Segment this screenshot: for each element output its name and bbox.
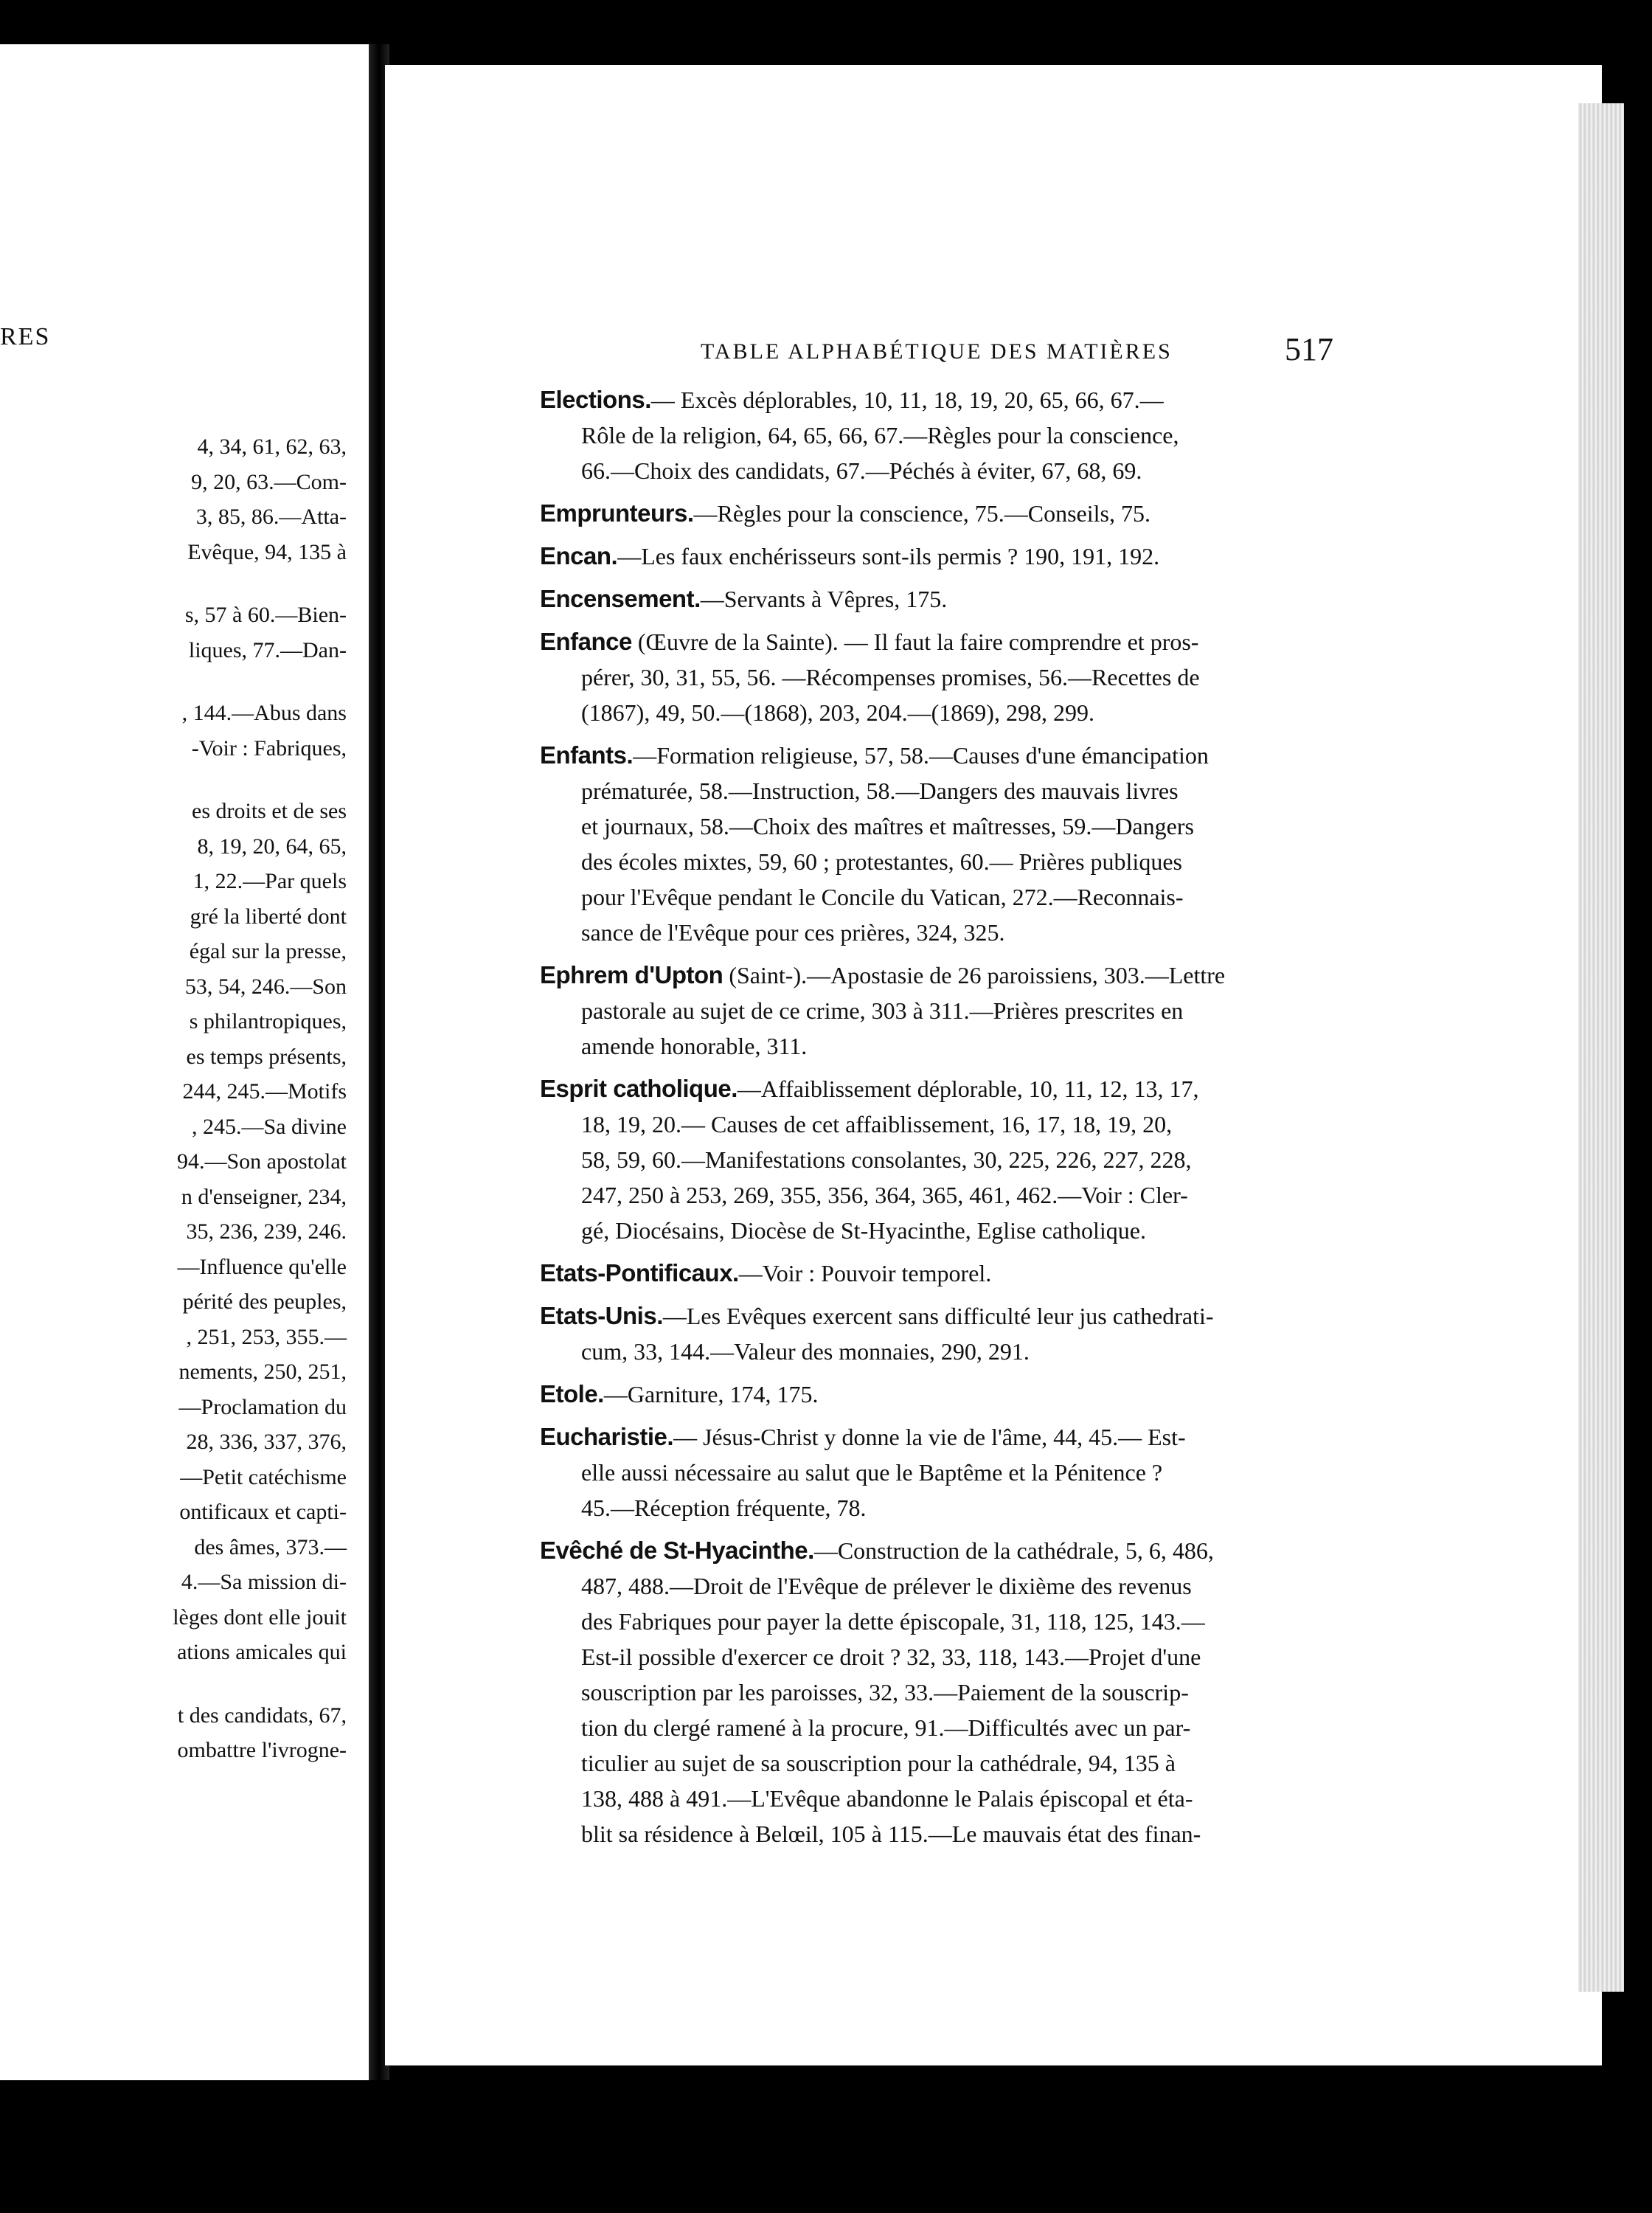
index-entry xyxy=(540,581,1336,617)
left-text-line: nements, 250, 251, xyxy=(178,1360,347,1384)
entry-first-line xyxy=(540,624,1336,659)
left-text-line: lèges dont elle jouit xyxy=(173,1604,347,1630)
entry-text: — Jésus-Christ y donne la vie de l'âme, 44, 45.— Est- xyxy=(673,1424,1186,1450)
left-text-line: 4, 34, 61, 62, 63, xyxy=(197,434,347,459)
left-text-line: 1, 22.—Par quels xyxy=(192,869,347,893)
index-term: Elections. xyxy=(540,386,651,413)
entry-first-line xyxy=(540,1071,1336,1106)
left-text-line: -Voir : Fabriques, xyxy=(191,735,347,761)
index-entry xyxy=(540,1071,1336,1248)
entry-text: pastorale au sujet de ce crime, 303 à 311.—Prières prescrites en xyxy=(581,997,1184,1024)
entry-first-line xyxy=(540,581,1336,617)
left-text-line: 53, 54, 246.—Son xyxy=(184,974,347,999)
left-text-line: es droits et de ses xyxy=(192,799,347,823)
left-text-line: 8, 19, 20, 64, 65, xyxy=(197,834,347,859)
entry-text: et journaux, 58.—Choix des maîtres et maîtresses, 59.—Dangers xyxy=(581,813,1194,839)
entry-text: —Voir : Pouvoir temporel. xyxy=(738,1260,992,1286)
index-term: Etats-Unis. xyxy=(540,1302,663,1329)
index-term: Encan. xyxy=(540,542,618,569)
entry-continuation-line xyxy=(540,993,1336,1028)
left-text-line: Evêque, 94, 135 à xyxy=(187,539,347,564)
entry-text: —Garniture, 174, 175. xyxy=(603,1381,819,1407)
entry-text: ticulier au sujet de sa souscription pour la cathédrale, 94, 135 à xyxy=(581,1750,1176,1776)
entry-text: 138, 488 à 491.—L'Evêque abandonne le Palais épiscopal et éta- xyxy=(581,1785,1193,1812)
index-term: Enfance xyxy=(540,628,632,655)
entry-continuation-line xyxy=(540,418,1336,453)
left-text-line: égal sur la presse, xyxy=(189,939,347,963)
entry-text: souscription par les paroisses, 32, 33.—Paiement de la souscrip- xyxy=(581,1679,1189,1705)
entry-text: pour l'Evêque pendant le Concile du Vatican, 272.—Reconnais- xyxy=(581,884,1184,910)
entry-first-line xyxy=(540,957,1336,993)
entry-text: des écoles mixtes, 59, 60 ; protestantes, 60.— Prières publiques xyxy=(581,848,1182,875)
entry-text: 58, 59, 60.—Manifestations consolantes, 30, 225, 226, 227, 228, xyxy=(581,1146,1192,1173)
left-text-line: t des candidats, 67, xyxy=(177,1703,347,1728)
left-text-line: ations amicales qui xyxy=(177,1640,347,1664)
left-text-line: des âmes, 373.— xyxy=(194,1534,347,1559)
left-text-line: 3, 85, 86.—Atta- xyxy=(195,505,347,529)
entry-text: — Excès déplorables, 10, 11, 18, 19, 20, 65, 66, 67.— xyxy=(650,387,1164,413)
entry-first-line xyxy=(540,738,1336,773)
entry-text: (Œuvre de la Sainte). — Il faut la faire comprendre et pros- xyxy=(631,628,1199,655)
index-term: Emprunteurs. xyxy=(540,499,694,527)
entry-first-line xyxy=(540,538,1336,574)
index-entry xyxy=(540,624,1336,730)
entry-text: —Les Evêques exercent sans difficulté leur jus cathedrati- xyxy=(662,1303,1214,1329)
index-entries xyxy=(540,382,1336,1859)
index-term: Evêché de St-Hyacinthe. xyxy=(540,1537,814,1564)
entry-continuation-line xyxy=(540,773,1336,808)
left-text-line: , 251, 253, 355.— xyxy=(186,1324,347,1349)
left-text-line: , 245.—Sa divine xyxy=(192,1114,347,1139)
entry-text: —Affaiblissement déplorable, 10, 11, 12, 13, 17, xyxy=(737,1076,1199,1102)
entry-continuation-line xyxy=(540,1604,1336,1639)
index-term: Eucharistie. xyxy=(540,1423,674,1450)
left-text-line: gré la liberté dont xyxy=(190,904,347,929)
entry-continuation-line xyxy=(540,1675,1336,1710)
left-text-line: ombattre l'ivrogne- xyxy=(177,1738,347,1762)
entry-text: pérer, 30, 31, 55, 56. —Récompenses promises, 56.—Recettes de xyxy=(581,664,1200,690)
entry-first-line xyxy=(540,496,1336,531)
entry-text: sance de l'Evêque pour ces prières, 324, 325. xyxy=(581,919,1005,946)
entry-continuation-line xyxy=(540,844,1336,879)
left-text-line: 28, 336, 337, 376, xyxy=(186,1430,347,1454)
entry-text: 487, 488.—Droit de l'Evêque de prélever le dixième des revenus xyxy=(581,1573,1192,1599)
left-text-line: s, 57 à 60.—Bien- xyxy=(184,603,347,627)
entry-continuation-line xyxy=(540,659,1336,695)
index-term: Etats-Pontificaux. xyxy=(540,1259,739,1286)
left-text-line: liques, 77.—Dan- xyxy=(188,637,347,662)
entry-continuation-line xyxy=(540,1106,1336,1142)
running-head: TABLE ALPHABÉTIQUE DES MATIÈRES xyxy=(701,339,1173,364)
left-text-line: 94.—Son apostolat xyxy=(177,1149,347,1174)
entry-continuation-line xyxy=(540,695,1336,730)
left-text-line: 9, 20, 63.—Com- xyxy=(191,469,347,494)
entry-text: tion du clergé ramené à la procure, 91.—Difficultés avec un par- xyxy=(581,1714,1191,1741)
left-running-head: RES xyxy=(0,323,51,350)
entry-continuation-line xyxy=(540,1639,1336,1675)
entry-text: 18, 19, 20.— Causes de cet affaiblissement, 16, 17, 18, 19, 20, xyxy=(581,1111,1173,1137)
left-text-line: 35, 236, 239, 246. xyxy=(186,1219,347,1244)
entry-continuation-line xyxy=(540,915,1336,950)
entry-text: 66.—Choix des candidats, 67.—Péchés à éviter, 67, 68, 69. xyxy=(581,457,1142,484)
index-term: Esprit catholique. xyxy=(540,1075,738,1102)
entry-text: —Règles pour la conscience, 75.—Conseils, 75. xyxy=(693,500,1150,527)
entry-first-line xyxy=(540,1533,1336,1568)
entry-continuation-line xyxy=(540,1568,1336,1604)
index-entry xyxy=(540,382,1336,488)
left-text-line: —Proclamation du xyxy=(178,1394,347,1419)
entry-text: cum, 33, 144.—Valeur des monnaies, 290, 291. xyxy=(581,1338,1030,1365)
entry-continuation-line xyxy=(540,1177,1336,1213)
index-entry xyxy=(540,496,1336,531)
index-term: Etole. xyxy=(540,1380,604,1407)
right-page xyxy=(385,65,1602,2065)
left-text-line: 244, 245.—Motifs xyxy=(182,1079,347,1104)
index-term: Encensement. xyxy=(540,585,701,612)
index-term: Ephrem d'Upton xyxy=(540,961,723,988)
entry-text: Rôle de la religion, 64, 65, 66, 67.—Règles pour la conscience, xyxy=(581,422,1179,449)
entry-continuation-line xyxy=(540,1490,1336,1525)
page-edges xyxy=(1578,103,1624,1992)
page-number: 517 xyxy=(1285,331,1333,367)
left-text-line: ontificaux et capti- xyxy=(179,1500,347,1524)
entry-first-line xyxy=(540,1419,1336,1455)
entry-text: (1867), 49, 50.—(1868), 203, 204.—(1869), 298, 299. xyxy=(581,699,1094,726)
entry-continuation-line xyxy=(540,808,1336,844)
entry-continuation-line xyxy=(540,1213,1336,1248)
entry-text: des Fabriques pour payer la dette épiscopale, 31, 118, 125, 143.— xyxy=(581,1608,1205,1635)
entry-first-line xyxy=(540,382,1336,418)
left-text-line: 4.—Sa mission di- xyxy=(181,1570,347,1594)
index-entry xyxy=(540,738,1336,950)
left-text-line: s philantropiques, xyxy=(189,1009,347,1033)
entry-continuation-line xyxy=(540,1455,1336,1490)
left-page xyxy=(0,44,369,2080)
left-text-line: —Influence qu'elle xyxy=(177,1254,347,1279)
left-text-line: es temps présents, xyxy=(186,1044,347,1069)
index-entry xyxy=(540,1376,1336,1412)
entry-text: —Construction de la cathédrale, 5, 6, 486, xyxy=(813,1537,1214,1564)
entry-first-line xyxy=(540,1298,1336,1334)
left-text-line: périté des peuples, xyxy=(182,1289,347,1314)
entry-text: —Formation religieuse, 57, 58.—Causes d'une émancipation xyxy=(633,742,1209,769)
entry-text: (Saint-).—Apostasie de 26 paroissiens, 303.—Lettre xyxy=(723,962,1226,988)
entry-continuation-line xyxy=(540,1142,1336,1177)
entry-first-line xyxy=(540,1256,1336,1291)
index-entry xyxy=(540,1256,1336,1291)
index-term: Enfants. xyxy=(540,741,634,769)
entry-text: amende honorable, 311. xyxy=(581,1033,808,1059)
entry-text: prématurée, 58.—Instruction, 58.—Dangers des mauvais livres xyxy=(581,778,1179,804)
entry-continuation-line xyxy=(540,1816,1336,1852)
entry-continuation-line xyxy=(540,1710,1336,1745)
index-entry xyxy=(540,1298,1336,1369)
index-entry xyxy=(540,957,1336,1064)
left-text-line: , 144.—Abus dans xyxy=(181,701,347,725)
index-entry xyxy=(540,1533,1336,1852)
entry-text: blit sa résidence à Belœil, 105 à 115.—Le mauvais état des finan- xyxy=(581,1821,1201,1847)
entry-continuation-line xyxy=(540,453,1336,488)
entry-text: Est-il possible d'exercer ce droit ? 32, 33, 118, 143.—Projet d'une xyxy=(581,1644,1201,1670)
entry-continuation-line xyxy=(540,1334,1336,1369)
entry-text: 247, 250 à 253, 269, 355, 356, 364, 365, 461, 462.—Voir : Cler- xyxy=(581,1182,1188,1208)
entry-continuation-line xyxy=(540,1745,1336,1781)
left-page-text xyxy=(173,429,347,1768)
entry-first-line xyxy=(540,1376,1336,1412)
entry-continuation-line xyxy=(540,1781,1336,1816)
entry-text: —Les faux enchérisseurs sont-ils permis ? 190, 191, 192. xyxy=(617,543,1160,569)
left-text-line: n d'enseigner, 234, xyxy=(181,1184,347,1209)
entry-text: elle aussi nécessaire au salut que le Baptême et la Pénitence ? xyxy=(581,1459,1163,1486)
entry-continuation-line xyxy=(540,879,1336,915)
left-text-line: —Petit catéchisme xyxy=(180,1464,347,1489)
entry-text: gé, Diocésains, Diocèse de St-Hyacinthe, Eglise catholique. xyxy=(581,1217,1146,1244)
index-entry xyxy=(540,538,1336,574)
entry-text: —Servants à Vêpres, 175. xyxy=(700,586,948,612)
index-entry xyxy=(540,1419,1336,1525)
entry-text: 45.—Réception fréquente, 78. xyxy=(581,1495,867,1521)
entry-continuation-line xyxy=(540,1028,1336,1064)
